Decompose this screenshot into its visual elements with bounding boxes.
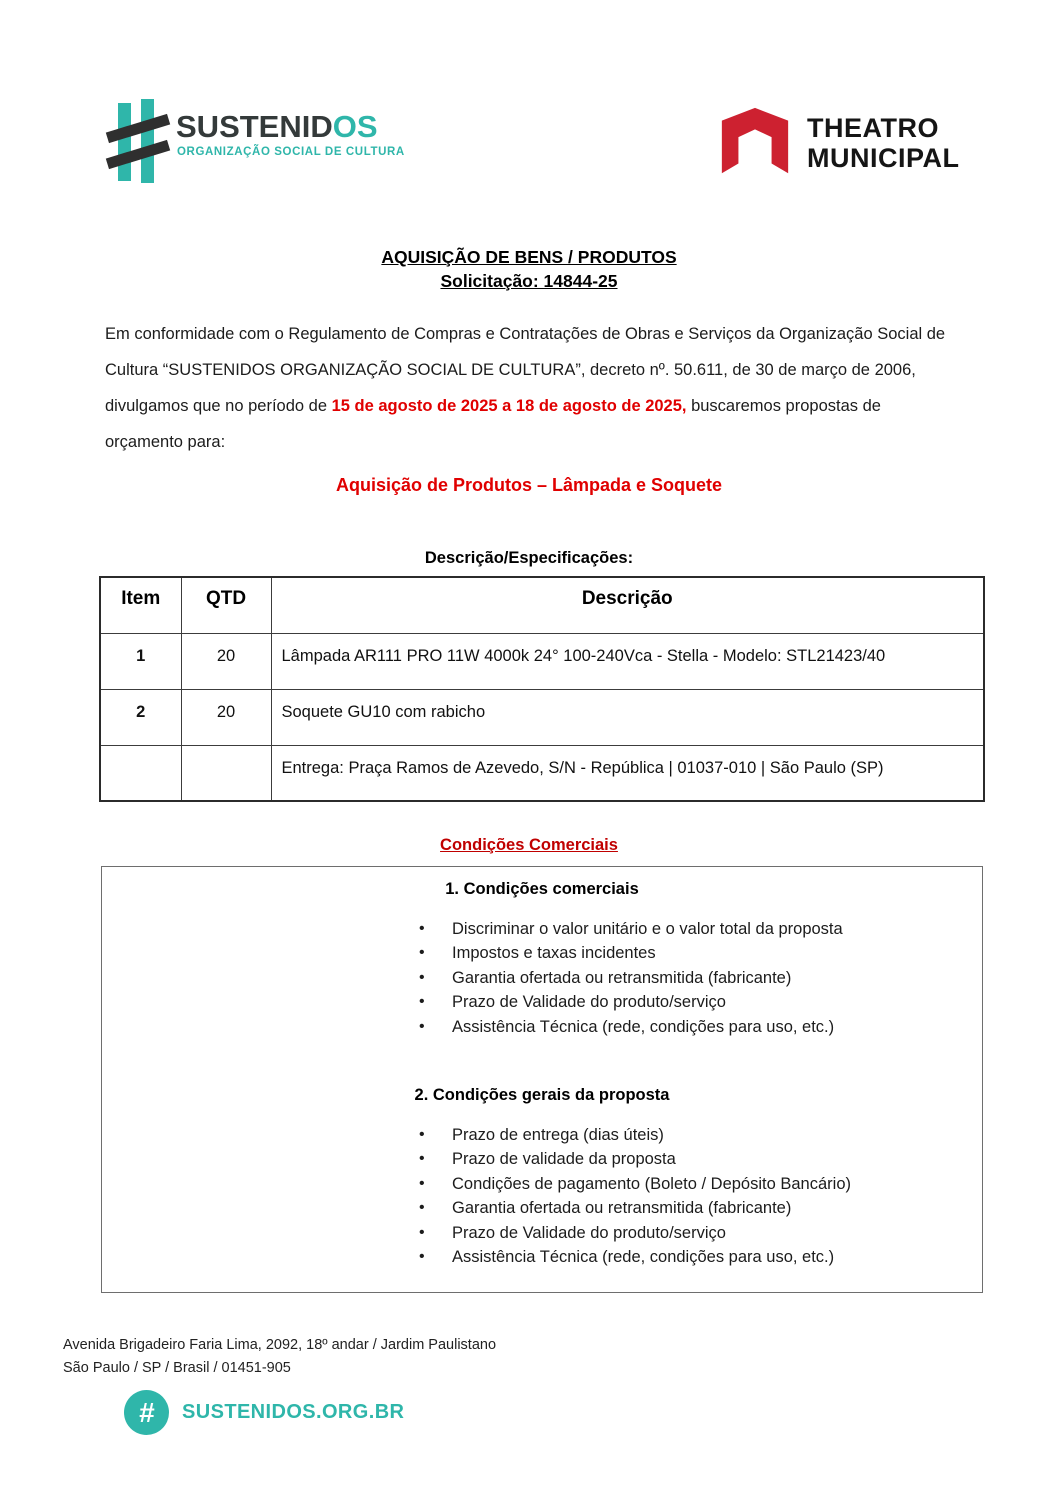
- intro-text-before: Em conformidade com o Regulamento de Compras e Contratações de Obras e Serviços da Organização Social de Cultura “SUSTENIDOS ORGANIZAÇÃO SOCIAL DE CULTURA”, decreto nº. 50.611, de 30 de março de 2006, divulgamos que no período de: [105, 325, 946, 415]
- condition-item: • Condições de pagamento (Boleto / Depósito Bancário): [419, 1172, 982, 1196]
- conditions-section1-title: 1. Condições comerciais: [445, 880, 639, 898]
- item-qtd-empty: [181, 745, 271, 801]
- conditions-section1-list: [102, 917, 982, 1039]
- sustenidos-wordmark-dark: SUSTENID: [176, 109, 333, 144]
- condition-item: • Prazo de Validade do produto/serviço: [419, 990, 982, 1014]
- theatro-arch-icon: [716, 104, 794, 184]
- table-header-row: [100, 577, 984, 633]
- theatro-wordmark: [807, 113, 960, 184]
- footer-address: [63, 1334, 496, 1380]
- condition-item: • Discriminar o valor unitário e o valor total da proposta: [419, 917, 982, 941]
- theatro-municipal-logo: [716, 104, 960, 184]
- hash-bar: [106, 114, 170, 143]
- theatro-wordmark-line1: THEATRO: [807, 113, 939, 143]
- items-table: [99, 576, 985, 802]
- document-title: [0, 245, 1058, 293]
- document-title-line2: Solicitação: 14844-25: [440, 271, 618, 291]
- item-number: 1: [100, 633, 181, 689]
- sustenidos-wordmark-accent: OS: [332, 109, 378, 144]
- table-header-descricao: Descrição: [271, 577, 984, 633]
- spec-heading: Descrição/Especificações:: [424, 549, 634, 567]
- footer-website: SUSTENIDOS.ORG.BR: [182, 1401, 405, 1423]
- condition-item: • Garantia ofertada ou retransmitida (fabricante): [419, 1196, 982, 1220]
- conditions-section2-list: [102, 1123, 982, 1269]
- condition-item: • Impostos e taxas incidentes: [419, 941, 982, 965]
- condition-item: • Assistência Técnica (rede, condições para uso, etc.): [419, 1245, 982, 1269]
- condition-item: • Prazo de validade da proposta: [419, 1147, 982, 1171]
- item-qtd: 20: [181, 689, 271, 745]
- table-row-entrega: [100, 745, 984, 801]
- footer-address-line1: Avenida Brigadeiro Faria Lima, 2092, 18º andar / Jardim Paulistano: [63, 1337, 497, 1353]
- condition-item: • Garantia ofertada ou retransmitida (fabricante): [419, 966, 982, 990]
- footer-brand: [124, 1390, 404, 1435]
- condition-item: • Prazo de entrega (dias úteis): [419, 1123, 982, 1147]
- intro-text-after: buscaremos propostas de orçamento para:: [105, 397, 881, 451]
- conditions-heading: Condições Comerciais: [440, 836, 618, 854]
- document-title-line1: AQUISIÇÃO DE BENS / PRODUTOS: [381, 247, 677, 267]
- condition-item: • Assistência Técnica (rede, condições para uso, etc.): [419, 1015, 982, 1039]
- item-qtd: 20: [181, 633, 271, 689]
- conditions-section2-title: 2. Condições gerais da proposta: [414, 1086, 670, 1105]
- sustenidos-wordmark: [176, 109, 378, 145]
- item-descricao: Soquete GU10 com rabicho: [271, 689, 984, 745]
- footer-address-line2: São Paulo / SP / Brasil / 01451-905: [63, 1360, 291, 1376]
- subject-heading: Aquisição de Produtos – Lâmpada e Soquete: [335, 475, 723, 495]
- hash-icon: [110, 96, 170, 186]
- item-descricao: Lâmpada AR111 PRO 11W 4000k 24° 100-240Vca - Stella - Modelo: STL21423/40: [271, 633, 984, 689]
- table-row: [100, 689, 984, 745]
- hash-bar: [118, 103, 131, 181]
- conditions-box: [101, 866, 983, 1293]
- hash-bar: [141, 99, 154, 183]
- table-header-qtd: QTD: [181, 577, 271, 633]
- sustenidos-logo: [110, 96, 410, 186]
- item-number: 2: [100, 689, 181, 745]
- intro-period-highlight: 15 de agosto de 2025 a 18 de agosto de 2025,: [331, 397, 687, 415]
- intro-paragraph: [105, 316, 950, 460]
- table-row: [100, 633, 984, 689]
- sustenidos-tagline: ORGANIZAÇÃO SOCIAL DE CULTURA: [177, 146, 405, 158]
- condition-item: • Prazo de Validade do produto/serviço: [419, 1221, 982, 1245]
- hash-circle-icon: #: [124, 1390, 169, 1435]
- theatro-wordmark-line2: MUNICIPAL: [807, 143, 960, 173]
- hash-bar: [106, 140, 170, 169]
- item-number-empty: [100, 745, 181, 801]
- entrega-descricao: Entrega: Praça Ramos de Azevedo, S/N - República | 01037-010 | São Paulo (SP): [271, 745, 984, 801]
- table-header-item: Item: [100, 577, 181, 633]
